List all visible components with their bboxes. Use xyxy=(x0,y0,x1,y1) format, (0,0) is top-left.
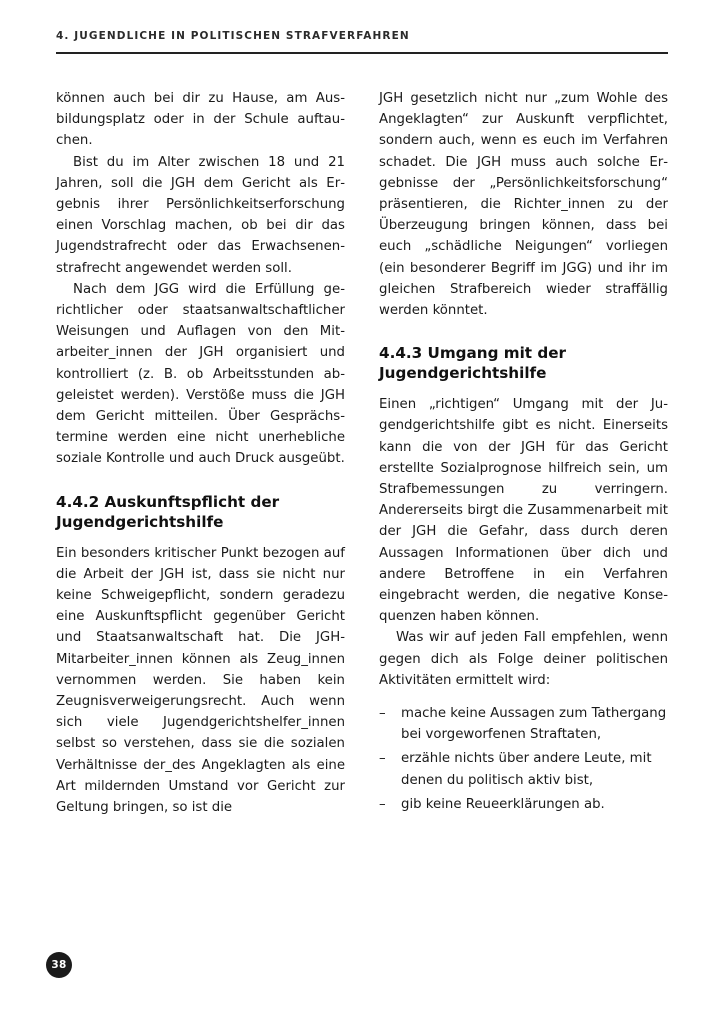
paragraph: Ein besonders kritischer Punkt bezogen auf die Arbeit der JGH ist, dass sie nicht nur keine Schweigepflicht, sondern geradezu eine Auskunftspflicht gegenüber Gericht und Staatsanwaltschaft hat. Die JGH-Mitarbeiter_innen können als Zeug_innen vernommen werden. Sie haben kein Zeugnisverweigerungsrecht. Auch wenn sich viele Jugendgerichtshelfer_innen selbst so verstehen, dass sie die sozialen Verhältnisse der_des Angeklagten als eine Art mildernden Umstand vor Gericht zur Geltung bringen, so ist die xyxy=(56,545,345,816)
paragraph: Einen „richtigen“ Umgang mit der Jugendgerichtshilfe gibt es nicht. Einerseits kann die von der JGH für das Gericht erstellte Sozialprognose hilfreich sein, um Strafbemessungen zu verringern. Andererseits birgt die Zusammenarbeit mit der JGH die Gefahr, dass durch deren Aussagen Informationen über dich und andere Betroffene in ein Verfahren eingebracht werden, die negative Konsequenzen haben können. xyxy=(379,397,668,625)
dash-bullet-icon: – xyxy=(379,706,386,722)
paragraph: Bist du im Alter zwischen 18 und 21 Jahren, soll die JGH dem Gericht als Ergebnis ihrer Persönlichkeitserforschung einen Vorschlag machen, ob bei dir das Jugendstrafrecht oder das Erwachsenenstrafrecht angewendet werden soll. xyxy=(56,154,345,276)
dash-bullet-icon: – xyxy=(379,796,386,812)
paragraph: Was wir auf jeden Fall empfehlen, wenn gegen dich als Folge deiner politischen Aktivitäten ermittelt wird: xyxy=(379,630,668,688)
section-heading-4-4-2: 4.4.2 Auskunftspflicht der Jugendgerichtshilfe xyxy=(56,492,280,531)
dash-bullet-icon: – xyxy=(379,751,386,767)
paragraph: können auch bei dir zu Hause, am Ausbildungsplatz oder in der Schule auftauchen. xyxy=(56,91,345,149)
list-item xyxy=(379,703,668,745)
list-item-label: mache keine Aussagen zum Tathergang bei vorgeworfenen Straftaten, xyxy=(401,706,667,743)
recommendation-list xyxy=(379,703,668,815)
section-heading-4-4-3: 4.4.3 Umgang mit der Jugendgerichtshilfe xyxy=(379,344,567,383)
page-number-badge: 38 xyxy=(46,952,72,978)
list-item-label: gib keine Reueerklärungen ab. xyxy=(401,796,605,812)
paragraph: JGH gesetzlich nicht nur „zum Wohle des Angeklagten“ zur Auskunft verpflichtet, sondern auch, wenn es euch im Verfahren schadet. Die JGH muss auch solche Ergebnisse der „Persönlichkeitsforschung“ präsentieren, die Richter_innen zu der Überzeugung bringen können, dass bei euch „schädliche Neigungen“ vorliegen (ein besonderer Begriff im JGG) und ihr im gleichen Strafbereich wieder straffällig werden könntet. xyxy=(379,91,668,319)
list-item xyxy=(379,748,668,790)
paragraph: Nach dem JGG wird die Erfüllung gerichtlicher oder staatsanwaltschaftlicher Weisungen und Auflagen von den Mitarbeiter_innen der JGH organisiert und kontrolliert (z. B. ob Arbeitsstunden abgeleistet werden). Verstöße muss die JGH dem Gericht mitteilen. Über Gesprächstermine werden eine nicht unerhebliche soziale Kontrolle und auch Druck ausgeübt. xyxy=(56,281,345,467)
right-column xyxy=(379,88,668,818)
running-head xyxy=(56,30,668,42)
left-column xyxy=(56,88,345,818)
two-column-text-body xyxy=(56,88,668,948)
running-head-text: 4. JUGENDLICHE IN POLITISCHEN STRAFVERFAHREN xyxy=(56,30,410,42)
list-item-label: erzähle nichts über andere Leute, mit denen du politisch aktiv bist, xyxy=(401,751,652,788)
running-head-divider xyxy=(56,52,668,54)
list-item xyxy=(379,794,668,815)
